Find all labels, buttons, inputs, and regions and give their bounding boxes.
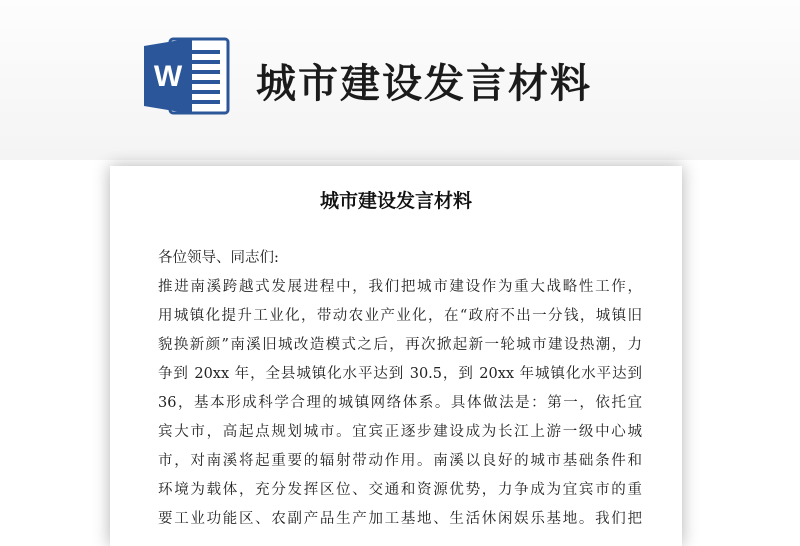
document-title: 城市建设发言材料	[319, 190, 472, 212]
header-banner	[0, 0, 800, 160]
body-line: 争到 20xx 年，全县城镇化水平达到 30.5，到 20xx 年城镇化水平达到	[158, 366, 642, 382]
word-document-icon	[142, 36, 232, 116]
document-body	[158, 244, 642, 534]
body-line: 推进南溪跨越式发展进程中，我们把城市建设作为重大战略性工作，	[158, 279, 642, 295]
word-icon-letter: W	[153, 60, 183, 93]
body-line: 用城镇化提升工业化，带动农业产业化，在“政府不出一分钱，城镇旧	[158, 308, 642, 324]
body-line: 宾大市，高起点规划城市。宜宾正逐步建设成为长江上游一级中心城	[158, 424, 642, 440]
salutation: 各位领导、同志们:	[158, 250, 279, 266]
body-line: 36，基本形成科学合理的城镇网络体系。具体做法是：第一，依托宜	[158, 395, 642, 411]
body-line: 市，对南溪将起重要的辐射带动作用。南溪以良好的城市基础条件和	[158, 453, 642, 469]
body-line: 要工业功能区、农副产品生产加工基地、生活休闲娱乐基地。我们把	[158, 511, 642, 527]
body-line: 貌换新颜”南溪旧城改造模式之后，再次掀起新一轮城市建设热潮，力	[158, 337, 642, 353]
body-line: 环境为载体，充分发挥区位、交通和资源优势，力争成为宜宾市的重	[158, 482, 642, 498]
document-page	[110, 166, 682, 546]
header-title: 城市建设发言材料	[256, 61, 592, 107]
